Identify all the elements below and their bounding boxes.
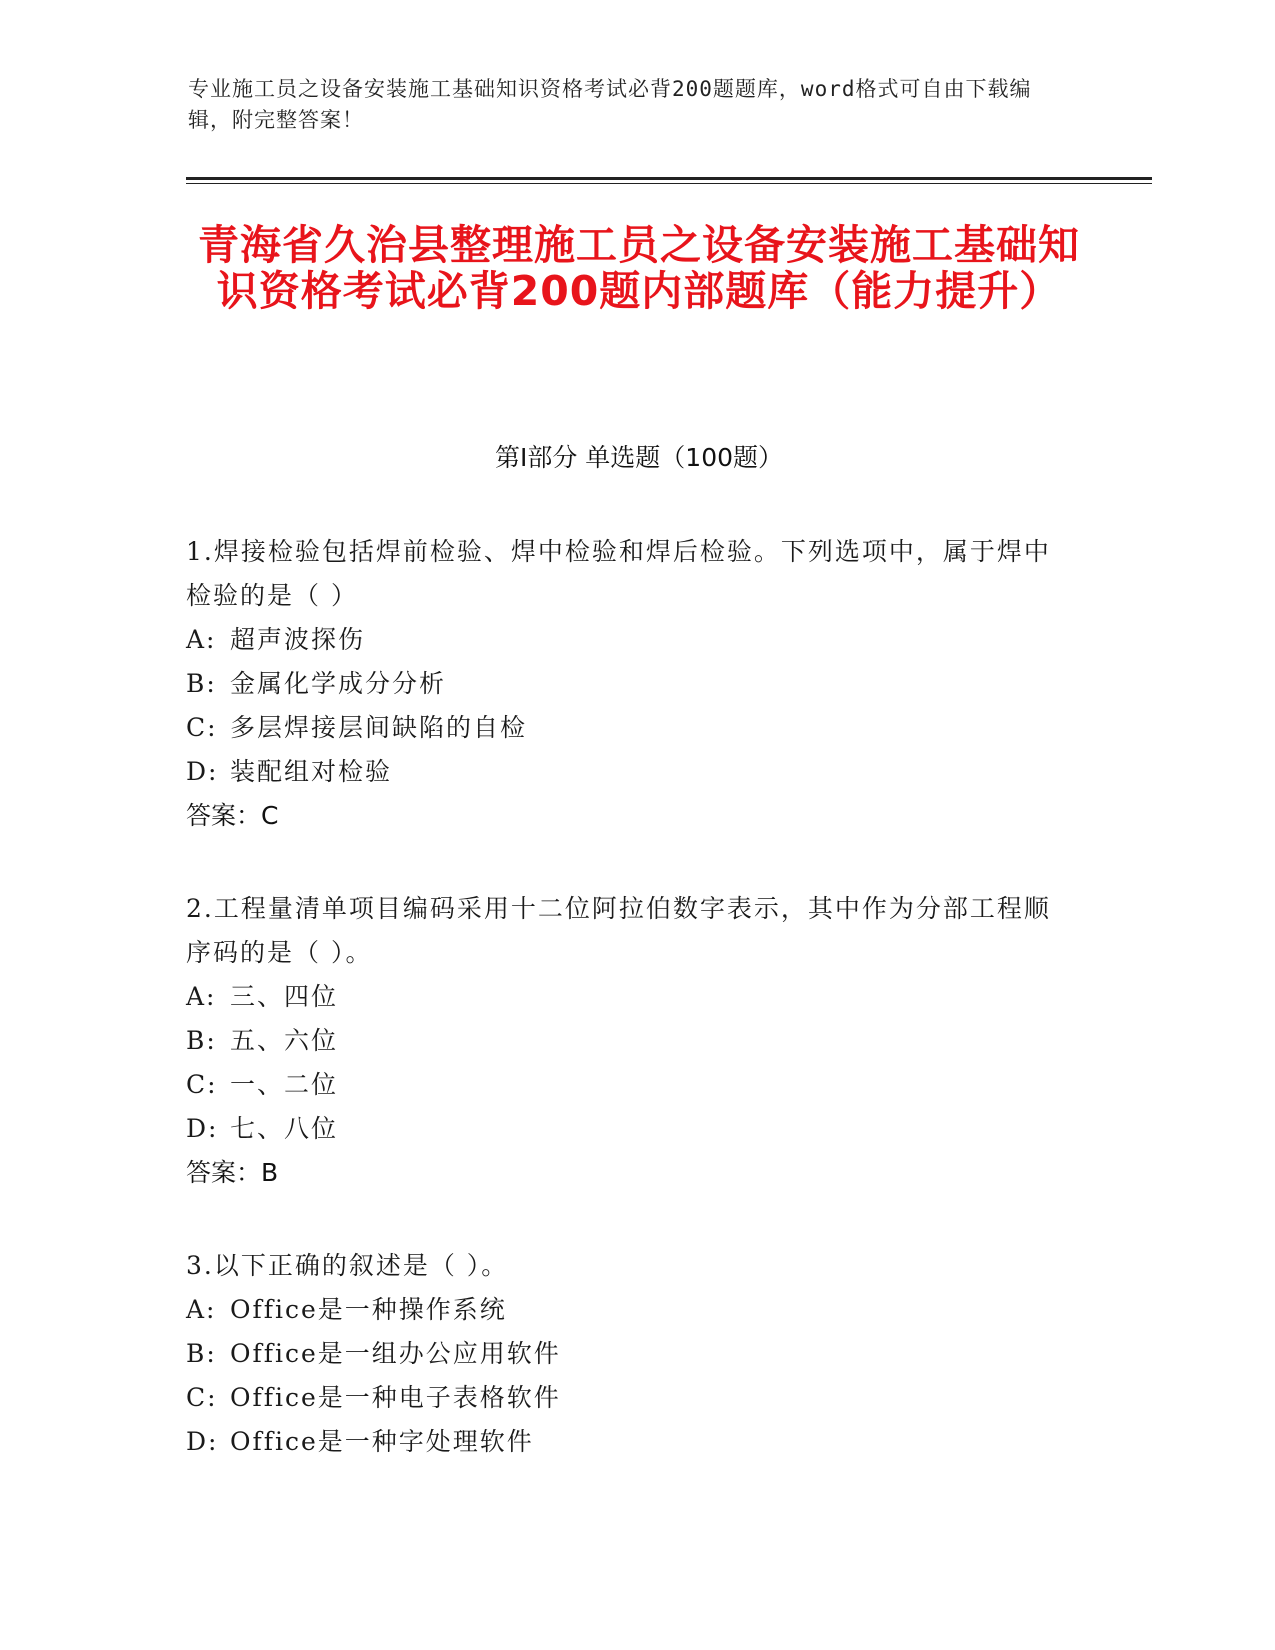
option-text: 三、四位	[230, 982, 339, 1011]
option-b	[186, 1332, 1066, 1376]
header-rule-thick	[186, 177, 1152, 180]
option-c	[186, 706, 1066, 750]
option-b	[186, 662, 1066, 706]
option-text: 一、二位	[230, 1070, 339, 1099]
option-b	[186, 1019, 1066, 1063]
option-letter: D:	[186, 757, 219, 786]
option-text: 装配组对检验	[230, 757, 393, 786]
question-stem: 3.以下正确的叙述是（ ）。	[186, 1251, 509, 1280]
option-letter: C:	[186, 1383, 218, 1412]
answer-line: 答案：B	[186, 1158, 279, 1187]
option-a	[186, 618, 1066, 662]
section-heading: 第I部分 单选题（100题）	[494, 443, 784, 472]
question-stem: 1.焊接检验包括焊前检验、焊中检验和焊后检验。下列选项中，属于焊中检验的是（ ）	[186, 537, 1051, 610]
question-item	[186, 887, 1066, 1195]
option-letter: D:	[186, 1114, 219, 1143]
header-rule-thin	[186, 183, 1152, 184]
option-letter: A:	[186, 625, 217, 654]
header-note: 专业施工员之设备安装施工基础知识资格考试必背200题题库，word格式可自由下载编辑，附完整答案！	[188, 77, 1032, 132]
option-d	[186, 1420, 1066, 1464]
question-list	[186, 530, 1066, 1513]
option-letter: C:	[186, 1070, 218, 1099]
option-d	[186, 750, 1066, 794]
option-letter: B:	[186, 669, 217, 698]
question-item	[186, 530, 1066, 838]
option-letter: C:	[186, 713, 218, 742]
option-text: Office是一种操作系统	[230, 1295, 507, 1324]
option-letter: D:	[186, 1427, 219, 1456]
option-letter: B:	[186, 1026, 217, 1055]
option-text: 多层焊接层间缺陷的自检	[230, 713, 528, 742]
option-text: 超声波探伤	[230, 625, 366, 654]
question-stem: 2.工程量清单项目编码采用十二位阿拉伯数字表示，其中作为分部工程顺序码的是（ ）。	[186, 894, 1051, 967]
option-a	[186, 1288, 1066, 1332]
option-d	[186, 1107, 1066, 1151]
option-text: Office是一种字处理软件	[230, 1427, 534, 1456]
answer-line: 答案：C	[186, 801, 279, 830]
option-text: 金属化学成分分析	[230, 669, 447, 698]
option-text: 七、八位	[230, 1114, 339, 1143]
option-a	[186, 975, 1066, 1019]
option-text: Office是一组办公应用软件	[230, 1339, 561, 1368]
option-c	[186, 1376, 1066, 1420]
option-text: Office是一种电子表格软件	[230, 1383, 561, 1412]
option-letter: A:	[186, 1295, 217, 1324]
document-title: 青海省久治县整理施工员之设备安装施工基础知识资格考试必背200题内部题库（能力提升）	[198, 221, 1080, 315]
option-letter: A:	[186, 982, 217, 1011]
option-text: 五、六位	[230, 1026, 339, 1055]
option-c	[186, 1063, 1066, 1107]
question-item	[186, 1244, 1066, 1464]
option-letter: B:	[186, 1339, 217, 1368]
